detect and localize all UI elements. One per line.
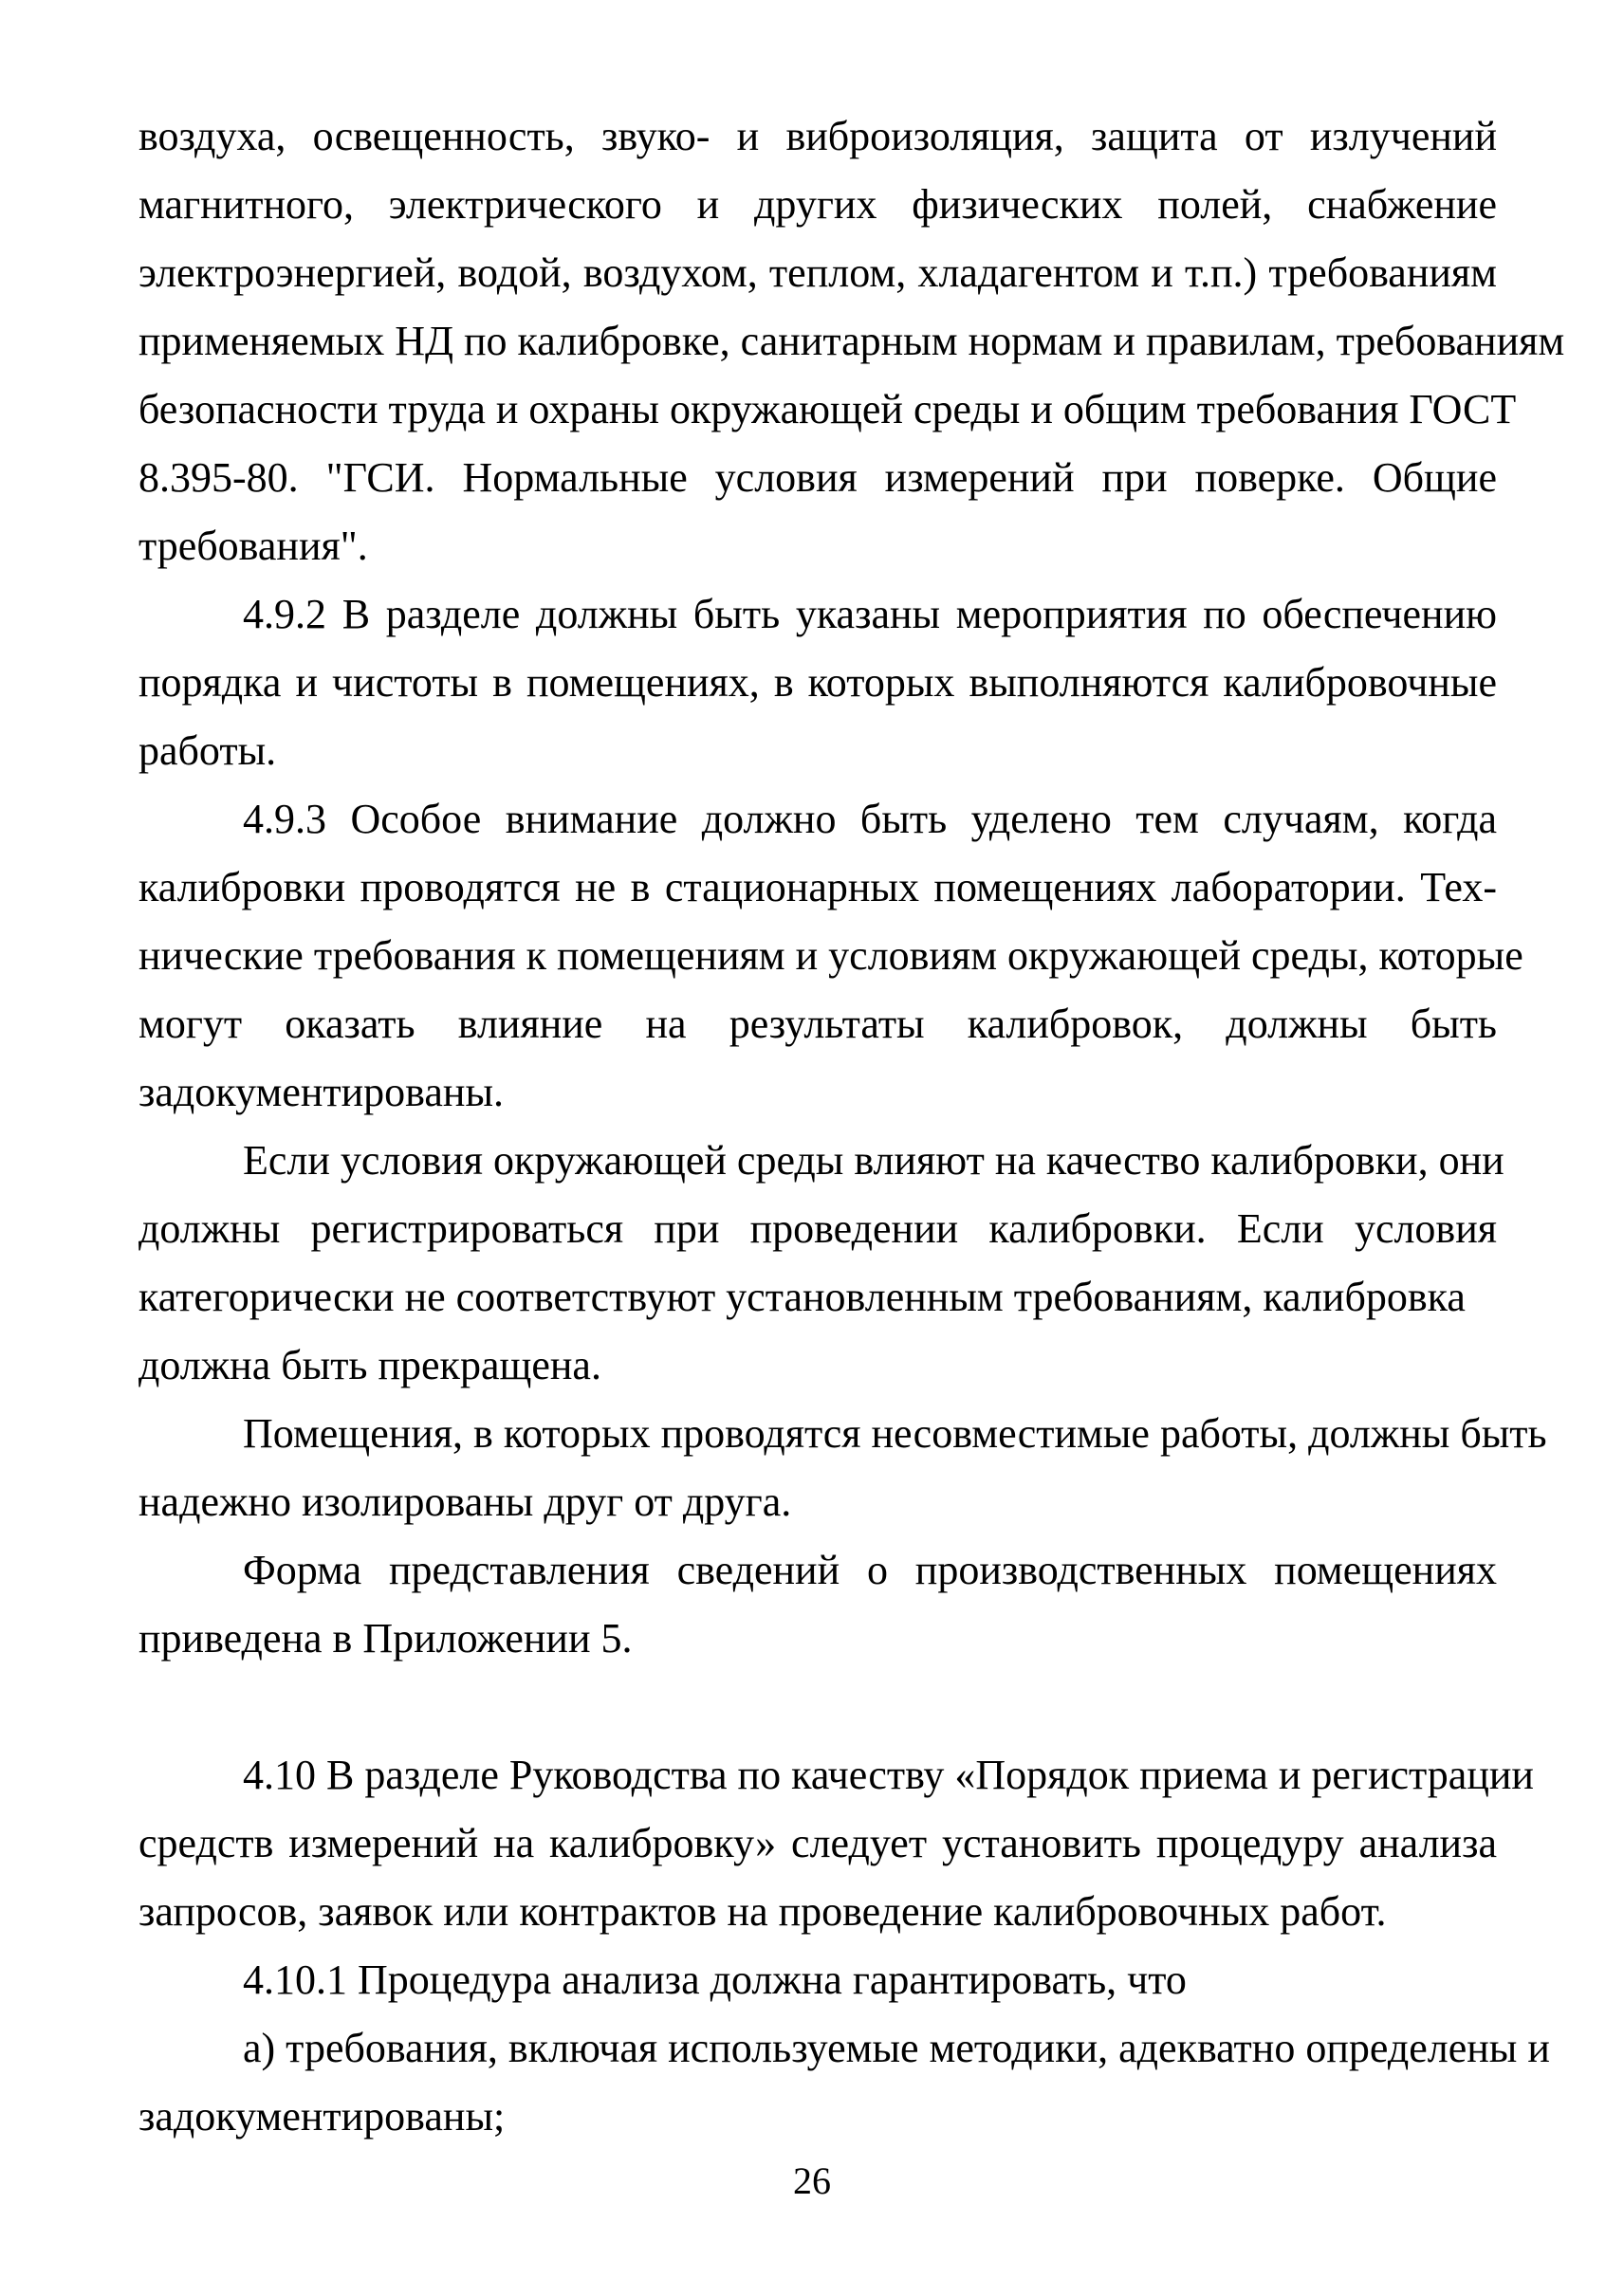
text-line: безопасности труда и охраны окружающей среды и общим требования ГОСТ [138,386,1517,432]
text-line: магнитного, электрического и других физических полей, снабжение [138,181,1497,228]
text-line: задокументированы. [138,1069,504,1115]
text-line: задокументированы; [138,2093,506,2140]
paragraph [138,1741,1534,1946]
paragraph [138,1127,1504,1400]
text-line: электроэнергией, водой, воздухом, теплом, хладагентом и т.п.) требованиям [138,249,1497,296]
text-line: 4.10 В разделе Руководства по качеству «Порядок приема и регистрации [243,1752,1534,1798]
text-line: воздуха, освещенность, звуко- и виброизоляция, защита от излучений [138,113,1497,159]
text-line: средств измерений на калибровку» следует установить процедуру анализа [138,1820,1497,1866]
text-line: Форма представления сведений о производственных помещениях [243,1547,1497,1593]
text-line: должна быть прекращена. [138,1342,601,1388]
paragraph [138,2014,1550,2151]
text-line: 4.9.2 В разделе должны быть указаны мероприятия по обеспечению [243,591,1497,637]
text-line: применяемых НД по калибровке, санитарным нормам и правилам, требованиям [138,318,1565,364]
paragraph [138,1400,1547,1536]
text-line: требования". [138,523,368,569]
text-line: Помещения, в которых проводятся несовместимые работы, должны быть [243,1410,1547,1457]
text-line: 4.10.1 Процедура анализа должна гарантировать, что [243,1956,1187,2003]
paragraph [138,102,1565,580]
text-line: категорически не соответствуют установленным требованиям, калибровка [138,1274,1466,1320]
paragraph [138,1946,1497,2014]
text-line: Если условия окружающей среды влияют на качество калибровки, они [243,1137,1504,1184]
text-line: приведена в Приложении 5. [138,1615,633,1662]
text-line: должны регистрироваться при проведении калибровки. Если условия [138,1205,1497,1252]
text-line: работы. [138,727,277,774]
page-number: 26 [793,2159,831,2202]
paragraph [138,785,1523,1127]
text-line: нические требования к помещениям и условиям окружающей среды, которые [138,932,1523,979]
paragraph-spacer [138,1673,1497,1741]
text-line: 4.9.3 Особое внимание должно быть уделено тем случаям, когда [243,796,1497,842]
paragraph [138,580,1497,785]
document-text [138,102,1565,2151]
text-line: запросов, заявок или контрактов на проведение калибровочных работ. [138,1888,1387,1935]
text-line: порядка и чистоты в помещениях, в которых выполняются калибровочные [138,659,1497,706]
text-line: 8.395-80. "ГСИ. Нормальные условия измерений при поверке. Общие [138,454,1497,501]
text-line: надежно изолированы друг от друга. [138,1479,792,1525]
paragraph [138,1536,1497,1673]
text-line: калибровки проводятся не в стационарных помещениях лаборатории. Тех- [138,864,1497,910]
document-page [138,102,1565,2151]
text-line: а) требования, включая используемые методики, адекватно определены и [243,2025,1550,2071]
text-line: могут оказать влияние на результаты калибровок, должны быть [138,1001,1497,1047]
